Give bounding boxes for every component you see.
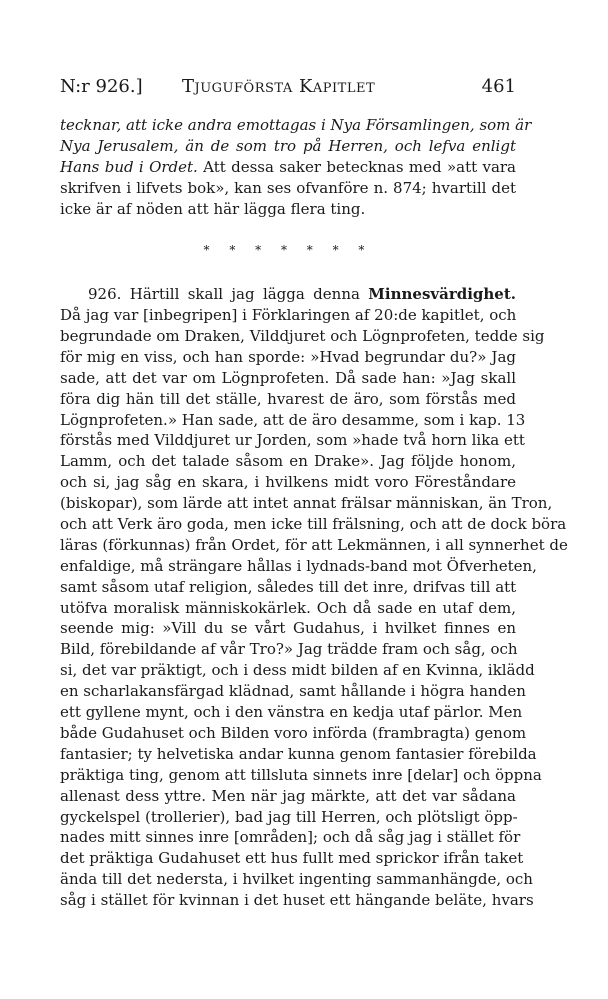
paragraph-line: fantasier; ty helvetiska andar kunna genom fantasier förebilda (60, 744, 537, 763)
paragraph-line: enfaldige, må strängare hållas i lydnads-band mot Öfverheten, (60, 556, 537, 575)
paragraph-line: Lamm, och det talade såsom en Drake». Jag följde honom, (60, 452, 516, 471)
paragraph-line: sade, att det var om Lögnprofeten. Då sade han: »Jag skall (60, 368, 516, 387)
intro-italic-text: tecknar, att icke andra emottagas i Nya Församlingen, som är (60, 116, 532, 134)
paragraph-line: gyckelspel (trollerier), bad jag till Herren, och plötsligt öpp- (60, 807, 518, 826)
page-body (60, 115, 568, 911)
paragraph-line: si, det var präktigt, och i dess midt bilden af en Kvinna, iklädd (60, 661, 535, 680)
intro-italic-text: Hans bud i Ordet. (60, 157, 198, 176)
intro-line (60, 157, 516, 178)
paragraph-line: nades mitt sinnes inre [områden]; och då såg jag i stället för (60, 828, 521, 847)
paragraph-line: samt såsom utaf religion, således till det inre, drifvas till att (60, 577, 517, 596)
paragraph-line: förstås med Vilddjuret ur Jorden, som »hade två horn lika ett (60, 431, 525, 450)
chapter-title: Tjuguförsta Kapitlet (182, 76, 376, 97)
paragraph-line: det präktiga Gudahuset ett hus fullt med sprickor ifrån taket (60, 849, 524, 868)
paragraph-926 (60, 305, 568, 911)
page-number: 461 (481, 76, 516, 97)
intro-line: skrifven i lifvets bok», kan ses ofvanföre n. 874; hvartill det (60, 178, 516, 197)
paragraph-line: ett gyllene mynt, och i den vänstra en kedja utaf pärlor. Men (60, 703, 523, 722)
spacer (60, 219, 516, 240)
paragraph-line: begrundade om Draken, Vilddjuret och Lögnprofeten, tedde sig (60, 327, 545, 346)
paragraph-lead: 926. Härtill skall jag lägga denna (88, 285, 369, 304)
paragraph-line: och si, jag såg en skara, i hvilkens midt voro Föreståndare (60, 473, 516, 492)
paragraph-line: både Gudahuset och Bilden voro införda (frambragta) genom (60, 723, 527, 742)
paragraph-line: Bild, förebildande af vår Tro?» Jag trädde fram och såg, och (60, 640, 518, 659)
paragraph-line: präktiga ting, genom att tillsluta sinnets inre [delar] och öppna (60, 765, 542, 784)
paragraph-line: såg i stället för kvinnan i det huset ett hängande beläte, hvars (60, 891, 534, 910)
paragraph-line: för mig en viss, och han sporde: »Hvad begrundar du?» Jag (60, 347, 516, 366)
paragraph-line: en scharlakansfärgad klädnad, samt hållande i högra handen (60, 682, 526, 701)
paragraph-line: seende mig: »Vill du se vårt Gudahus, i hvilket finnes en (60, 619, 516, 638)
paragraph-line: läras (förkunnas) från Ordet, för att Lekmännen, i all synnerhet de (60, 535, 568, 554)
section-number: N:r 926.] (60, 76, 143, 97)
intro-line (60, 115, 532, 136)
bold-heading-word: Minnesvärdighet. (368, 285, 516, 304)
running-header (60, 76, 516, 102)
spacer (60, 261, 516, 284)
paragraph-line: allenast dess yttre. Men när jag märkte, att det var sådana (60, 786, 516, 805)
paragraph-line: Lögnprofeten.» Han sade, att de äro desamme, som i kap. 13 (60, 410, 526, 429)
paragraph-line: Då jag var [inbegripen] i Förklaringen af 20:de kapitlet, och (60, 306, 517, 325)
intro-line (60, 136, 516, 157)
section-separator: * * * * * * * (203, 243, 373, 258)
intro-italic-text: Nya Jerusalem, än de som tro på Herren, och lefva enligt (60, 136, 516, 155)
paragraph-first-line (60, 284, 516, 305)
paragraph-line: ända till det nedersta, i hvilket ingenting sammanhängde, och (60, 870, 533, 889)
paragraph-line: (biskopar), som lärde att intet annat frälsar människan, än Tron, (60, 494, 553, 513)
paragraph-line: och att Verk äro goda, men icke till frälsning, och att de dock böra (60, 515, 567, 534)
paragraph-line: utöfva moralisk människokärlek. Och då sade en utaf dem, (60, 598, 516, 617)
intro-line: icke är af nöden att här lägga flera ting. (60, 199, 366, 218)
intro-text: Att dessa saker betecknas med »att vara (197, 157, 516, 176)
paragraph-line: föra dig hän till det ställe, hvarest de äro, som förstås med (60, 389, 516, 408)
